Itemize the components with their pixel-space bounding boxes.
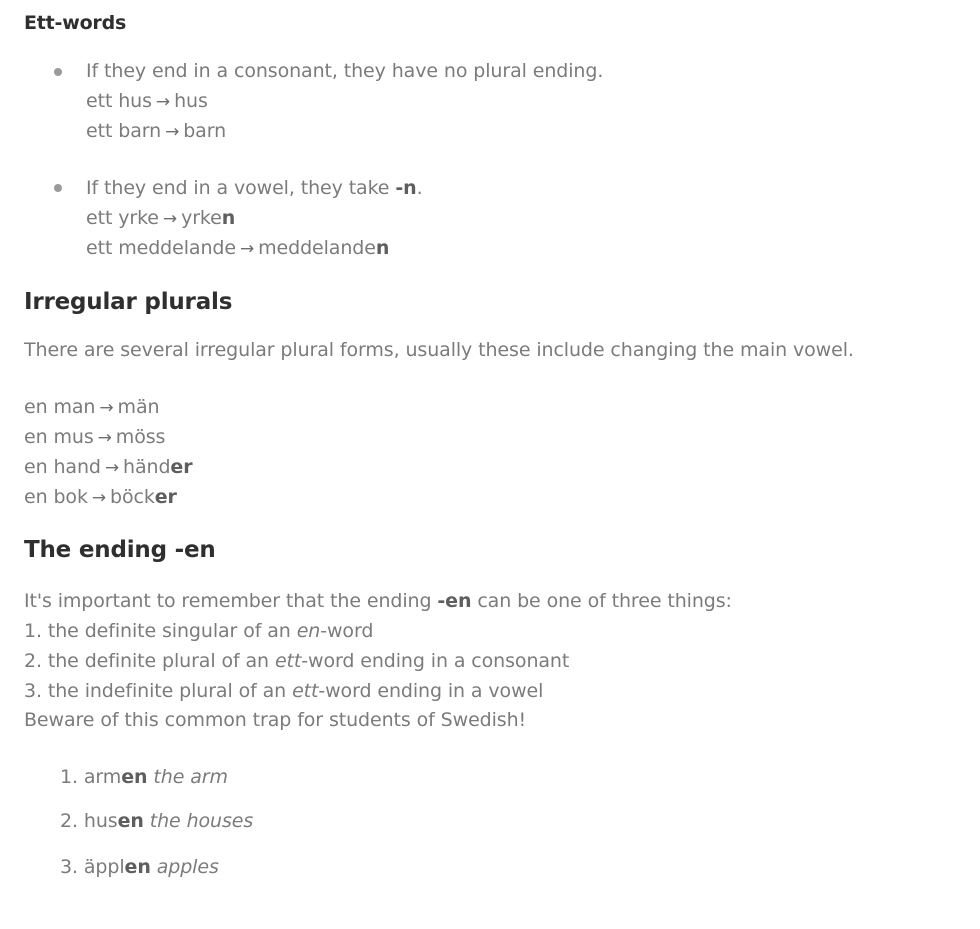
- arrow-icon: →: [155, 92, 171, 112]
- list-item: [60, 852, 219, 882]
- intro-text: There are several irregular plural forms, usually these include changing the main vowel.: [24, 339, 854, 361]
- singular-form: ett yrke: [86, 207, 159, 229]
- word-ending: en: [124, 856, 151, 878]
- plural-stem: män: [117, 396, 160, 418]
- rule-vowel: [86, 173, 423, 203]
- arrow-icon: →: [104, 458, 120, 478]
- ending-highlight: -n: [395, 177, 417, 199]
- plural-stem: händ: [123, 456, 171, 478]
- section-title-ett-words: Ett-words: [24, 12, 127, 34]
- intro-text-end: can be one of three things:: [471, 590, 732, 612]
- plural-ending: er: [170, 456, 193, 478]
- arrow-icon: →: [97, 428, 112, 448]
- list-item: [60, 762, 228, 792]
- arrow-icon: →: [165, 122, 180, 142]
- point-text: 1. the definite singular of an: [24, 620, 297, 642]
- point-item: [24, 616, 373, 646]
- word-stem: arm: [83, 766, 122, 788]
- example-row: [24, 422, 165, 453]
- example-row: [24, 392, 159, 423]
- point-italic: ett: [274, 650, 302, 672]
- singular-form: en mus: [24, 426, 94, 448]
- plural-form: barn: [183, 120, 227, 142]
- point-text-end: -word: [320, 620, 374, 642]
- plural-stem: meddelande: [258, 237, 376, 259]
- bullet-icon: [54, 184, 62, 192]
- arrow-icon: →: [162, 209, 178, 229]
- intro-text: It's important to remember that the ending: [24, 590, 438, 612]
- point-italic: ett: [292, 680, 319, 702]
- section-title-ending-en: The ending -en: [24, 537, 216, 563]
- warning-label: Beware of this common trap for students of Swedish!: [24, 709, 527, 731]
- plural-stem: böck: [110, 486, 155, 508]
- plural-stem: möss: [115, 426, 166, 448]
- singular-form: ett hus: [86, 90, 152, 112]
- point-italic: en: [296, 620, 321, 642]
- point-text-end: -word ending in a vowel: [318, 680, 544, 702]
- plural-ending: n: [221, 207, 236, 229]
- plural-stem: yrke: [181, 207, 222, 229]
- example-row: [86, 116, 226, 147]
- section-title-irregular: Irregular plurals: [24, 289, 233, 315]
- ending-highlight: -en: [437, 590, 472, 612]
- irregular-intro: [24, 335, 854, 365]
- list-number: 3.: [60, 856, 78, 878]
- arrow-icon: →: [91, 488, 107, 508]
- singular-form: ett barn: [86, 120, 162, 142]
- bullet-icon: [54, 68, 62, 76]
- word-ending: en: [121, 766, 148, 788]
- plural-ending: n: [375, 237, 390, 259]
- rule-text: If they end in a consonant, they have no plural ending.: [86, 60, 604, 82]
- singular-form: en hand: [24, 456, 101, 478]
- rule-consonant: [86, 56, 603, 86]
- ending-intro: [24, 586, 732, 616]
- translation: the houses: [149, 810, 254, 832]
- example-row: [86, 203, 235, 234]
- plural-form: hus: [174, 90, 208, 112]
- list-number: 2.: [60, 810, 78, 832]
- point-item: [24, 646, 569, 676]
- point-item: [24, 676, 543, 706]
- arrow-icon: →: [99, 398, 114, 418]
- warning-text: [24, 705, 526, 735]
- list-item: [60, 806, 253, 836]
- example-row: [24, 452, 192, 483]
- example-row: [24, 482, 177, 513]
- rule-text-end: .: [416, 177, 423, 199]
- point-text: 2. the definite plural of an: [24, 650, 275, 672]
- translation: apples: [156, 856, 219, 878]
- singular-form: en man: [24, 396, 96, 418]
- plural-ending: er: [154, 486, 177, 508]
- example-row: [86, 233, 389, 264]
- word-stem: hus: [83, 810, 118, 832]
- rule-text: If they end in a vowel, they take: [86, 177, 396, 199]
- word-stem: äppl: [83, 856, 125, 878]
- point-text-end: -word ending in a consonant: [301, 650, 570, 672]
- list-number: 1.: [60, 766, 78, 788]
- arrow-icon: →: [239, 239, 255, 259]
- word-ending: en: [117, 810, 144, 832]
- point-text: 3. the indefinite plural of an: [24, 680, 293, 702]
- singular-form: en bok: [24, 486, 88, 508]
- translation: the arm: [153, 766, 228, 788]
- singular-form: ett meddelande: [86, 237, 236, 259]
- example-row: [86, 86, 208, 117]
